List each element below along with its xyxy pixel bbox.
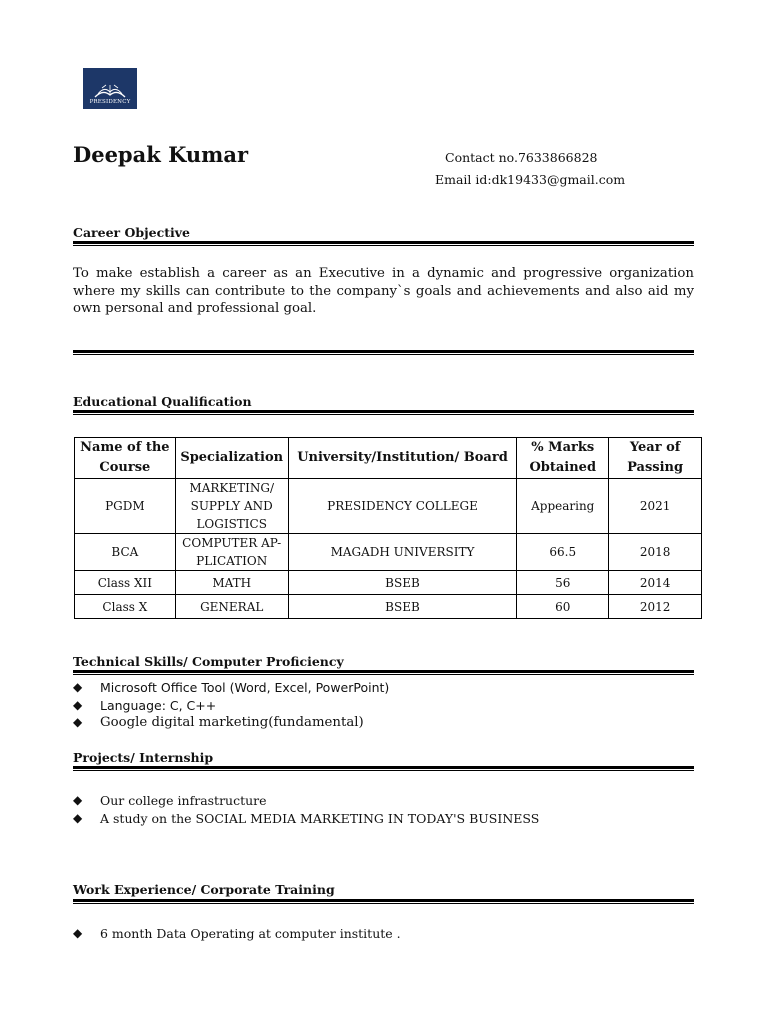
education-table bbox=[74, 437, 702, 619]
table-cell: COMPUTER AP-PLICATION bbox=[175, 534, 288, 571]
list-item bbox=[73, 697, 389, 715]
diamond-bullet-icon: ◆ bbox=[73, 697, 83, 712]
section-rule bbox=[73, 241, 694, 246]
skill-text: Google digital marketing(fundamental) bbox=[100, 715, 364, 730]
work-heading: Work Experience/ Corporate Training bbox=[73, 882, 335, 897]
table-cell: MAGADH UNIVERSITY bbox=[288, 534, 517, 571]
diamond-bullet-icon: ◆ bbox=[73, 810, 83, 825]
college-logo bbox=[83, 68, 137, 109]
table-row bbox=[75, 479, 702, 534]
list-item bbox=[73, 679, 389, 697]
project-text: A study on the SOCIAL MEDIA MARKETING IN TODAY'S BUSINESS bbox=[100, 810, 540, 826]
table-cell: BCA bbox=[75, 534, 176, 571]
projects-heading: Projects/ Internship bbox=[73, 750, 214, 765]
skill-text: Microsoft Office Tool (Word, Excel, PowerPoint) bbox=[100, 680, 390, 695]
table-cell: Appearing bbox=[517, 479, 609, 534]
table-row bbox=[75, 571, 702, 595]
list-item bbox=[73, 714, 389, 732]
career-objective-text: To make establish a career as an Executive in a dynamic and progressive organization where my skills can contribute to the company`s goals and achievements and also aid my own personal and professional goal. bbox=[73, 266, 694, 316]
list-item bbox=[73, 810, 539, 828]
skills-list bbox=[73, 679, 389, 732]
table-cell: 66.5 bbox=[517, 534, 609, 571]
skill-text: Language: C, C++ bbox=[100, 697, 217, 713]
column-header: % Marks Obtained bbox=[517, 438, 609, 479]
table-cell: Class XII bbox=[75, 571, 176, 595]
table-cell: 2018 bbox=[609, 534, 702, 571]
section-rule bbox=[73, 410, 694, 415]
career-objective-heading: Career Objective bbox=[73, 225, 190, 240]
table-cell: 2012 bbox=[609, 595, 702, 619]
logo-text: PRESIDENCY bbox=[89, 99, 131, 105]
email-address: Email id:dk19433@gmail.com bbox=[435, 172, 626, 187]
diamond-bullet-icon: ◆ bbox=[73, 680, 83, 694]
table-cell: GENERAL bbox=[175, 595, 288, 619]
table-cell: 2014 bbox=[609, 571, 702, 595]
candidate-name: Deepak Kumar bbox=[73, 142, 249, 167]
table-header-row bbox=[75, 438, 702, 479]
section-rule bbox=[73, 766, 694, 771]
diamond-bullet-icon: ◆ bbox=[73, 793, 83, 807]
column-header: Name of the Course bbox=[75, 438, 176, 479]
table-cell: PRESIDENCY COLLEGE bbox=[288, 479, 517, 534]
table-cell: 60 bbox=[517, 595, 609, 619]
section-rule bbox=[73, 350, 694, 355]
table-cell: PGDM bbox=[75, 479, 176, 534]
skills-heading: Technical Skills/ Computer Proficiency bbox=[73, 654, 344, 669]
work-text: 6 month Data Operating at computer institute . bbox=[100, 926, 401, 941]
section-rule bbox=[73, 899, 694, 904]
work-list bbox=[73, 925, 401, 943]
table-cell: Class X bbox=[75, 595, 176, 619]
projects-list bbox=[73, 792, 539, 827]
section-rule bbox=[73, 670, 694, 675]
table-cell: BSEB bbox=[288, 595, 517, 619]
table-row bbox=[75, 534, 702, 571]
column-header: Specialization bbox=[175, 438, 288, 479]
diamond-bullet-icon: ◆ bbox=[73, 926, 83, 940]
list-item bbox=[73, 925, 401, 943]
table-row bbox=[75, 595, 702, 619]
table-cell: BSEB bbox=[288, 571, 517, 595]
table-cell: MATH bbox=[175, 571, 288, 595]
education-heading: Educational Qualification bbox=[73, 394, 252, 409]
contact-number: Contact no.7633866828 bbox=[445, 150, 598, 165]
list-item bbox=[73, 792, 539, 810]
diamond-bullet-icon: ◆ bbox=[73, 715, 83, 729]
table-cell: 2021 bbox=[609, 479, 702, 534]
column-header: University/Institution/ Board bbox=[288, 438, 517, 479]
book-icon bbox=[93, 83, 127, 99]
table-cell: MARKETING/ SUPPLY AND LOGISTICS bbox=[175, 479, 288, 534]
column-header: Year of Passing bbox=[609, 438, 702, 479]
table-cell: 56 bbox=[517, 571, 609, 595]
project-text: Our college infrastructure bbox=[100, 793, 267, 808]
